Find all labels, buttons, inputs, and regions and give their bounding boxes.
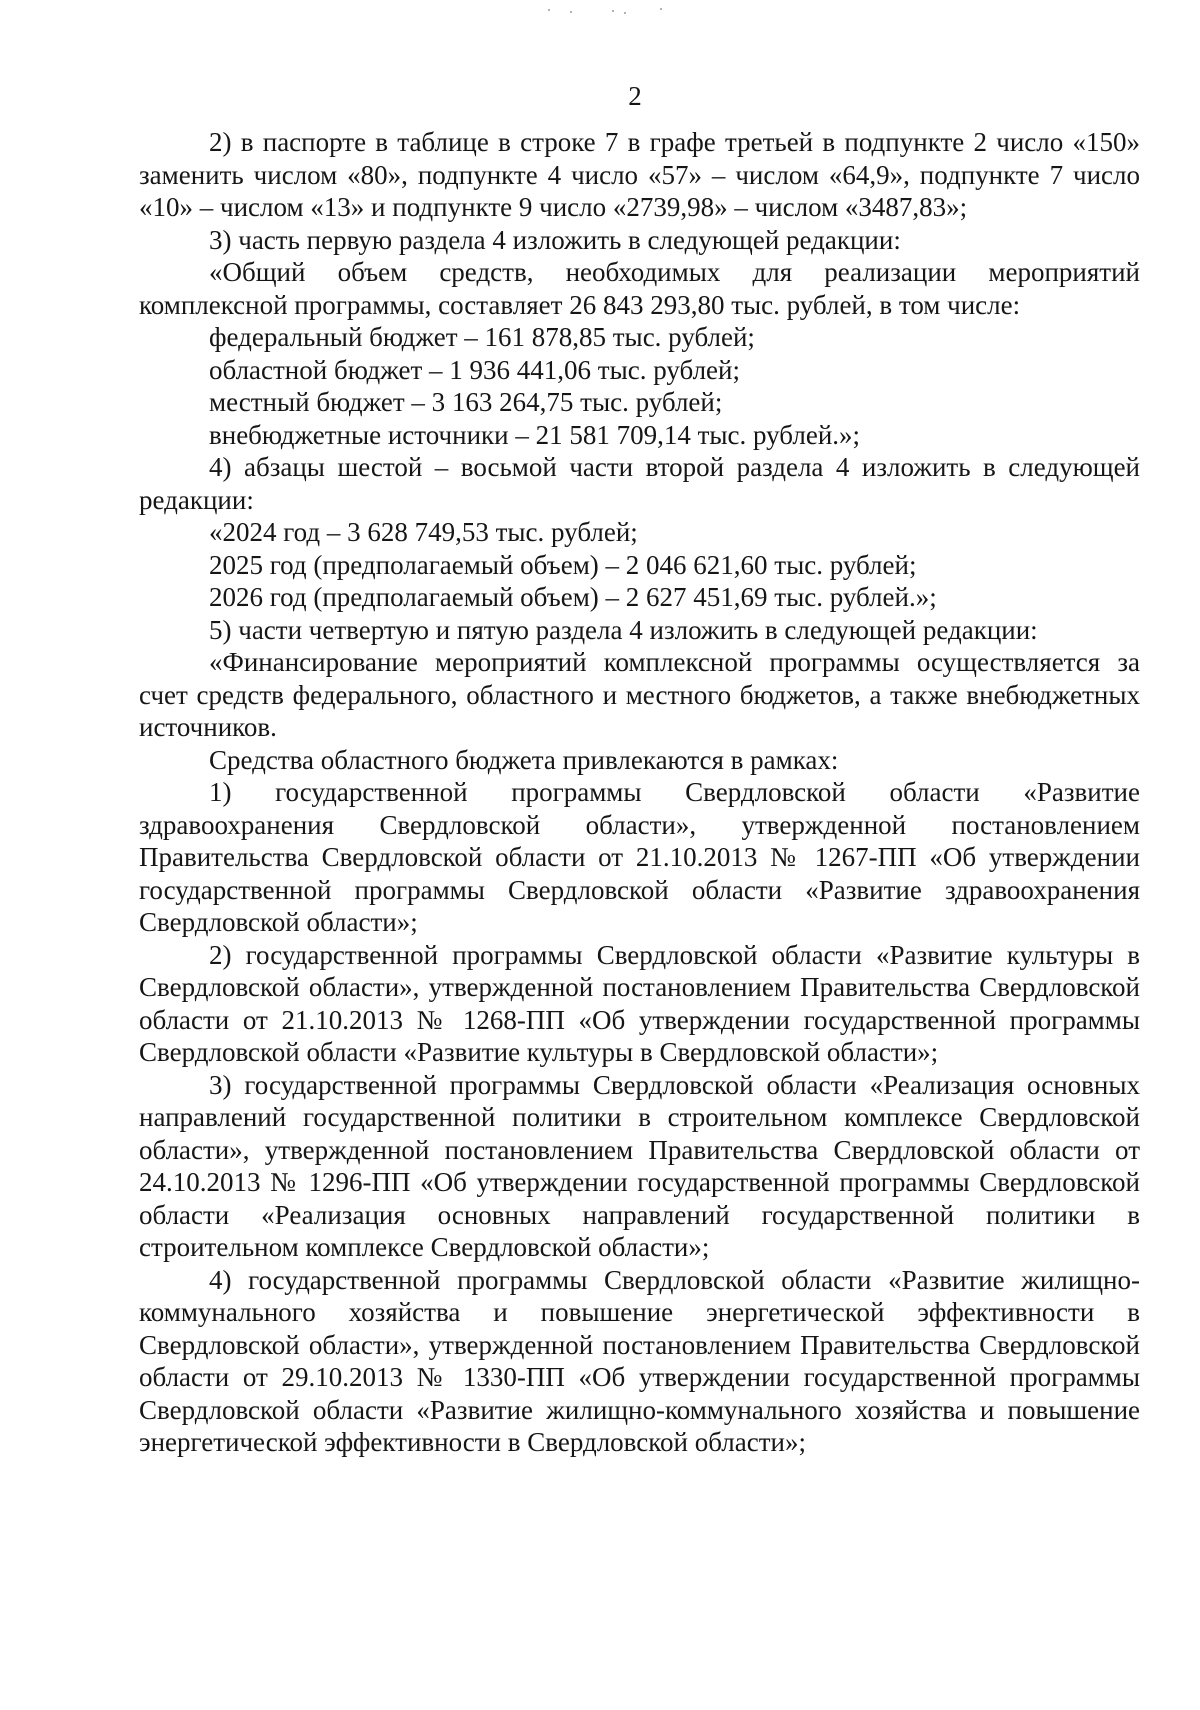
paragraph-item-5: 5) части четвертую и пятую раздела 4 изложить в следующей редакции: [209,614,1038,645]
paragraph-financing: «Финансирование мероприятий комплексной программы осуществляется за счет средств федерального, областного и местного бюджетов, а также внебюджетных источников. [139,647,1140,742]
paragraph-program-housing: 4) государственной программы Свердловской области «Развитие жилищно-коммунального хозяйства и повышение энергетической эффективности в Свердловской области», утвержденной постановлением Правительства Свердловской области от 29.10.2013 № 1330-ПП «Об утверждении государственной программы Свердловской области «Развитие жилищно-коммунального хозяйства и повышение энергетической эффективности в Свердловской области»; [139,1264,1140,1457]
paragraph-regional-funds: Средства областного бюджета привлекаются в рамках: [209,744,839,775]
paragraph-program-construction: 3) государственной программы Свердловской области «Реализация основных направлений государственной политики в строительном комплексе Свердловской области», утвержденной постановлением Правительства Свердловской области от 24.10.2013 № 1296-ПП «Об утверждении государственной программы Свердловской области «Реализация основных направлений государственной политики в строительном комплексе Свердловской области»; [139,1069,1140,1262]
document-body [139,126,1140,1459]
paragraph-year-2025: 2025 год (предполагаемый объем) – 2 046 621,60 тыс. рублей; [209,549,917,580]
paragraph-item-2: 2) в паспорте в таблице в строке 7 в графе третьей в подпункте 2 число «150» заменить числом «80», подпункте 4 число «57» – числом «64,9», подпункте 7 число «10» – числом «13» и подпункте 9 число «2739,98» – числом «3487,83»; [139,127,1140,222]
paragraph-total-volume: «Общий объем средств, необходимых для реализации мероприятий комплексной программы, составляет 26 843 293,80 тыс. рублей, в том числе: [139,257,1140,320]
scan-specks [540,6,680,16]
paragraph-program-culture: 2) государственной программы Свердловской области «Развитие культуры в Свердловской области», утвержденной постановлением Правительства Свердловской области от 21.10.2013 № 1268-ПП «Об утверждении государственной программы Свердловской области «Развитие культуры в Свердловской области»; [139,939,1140,1067]
paragraph-regional-budget: областной бюджет – 1 936 441,06 тыс. рублей; [209,354,740,385]
paragraph-program-healthcare: 1) государственной программы Свердловской области «Развитие здравоохранения Свердловской области», утвержденной постановлением Правительства Свердловской области от 21.10.2013 № 1267-ПП «Об утверждении государственной программы Свердловской области «Развитие здравоохранения Свердловской области»; [139,777,1140,937]
paragraph-year-2026: 2026 год (предполагаемый объем) – 2 627 451,69 тыс. рублей.»; [209,582,937,612]
paragraph-item-4: 4) абзацы шестой – восьмой части второй раздела 4 изложить в следующей редакции: [139,452,1140,515]
paragraph-extrabudgetary: внебюджетные источники – 21 581 709,14 тыс. рублей.»; [209,419,861,450]
paragraph-year-2024: «2024 год – 3 628 749,53 тыс. рублей; [209,517,638,547]
paragraph-local-budget: местный бюджет – 3 163 264,75 тыс. рублей; [209,387,723,417]
paragraph-federal-budget: федеральный бюджет – 161 878,85 тыс. рублей; [209,322,755,352]
paragraph-item-3: 3) часть первую раздела 4 изложить в следующей редакции: [209,224,901,255]
page-number: 2 [628,81,642,111]
